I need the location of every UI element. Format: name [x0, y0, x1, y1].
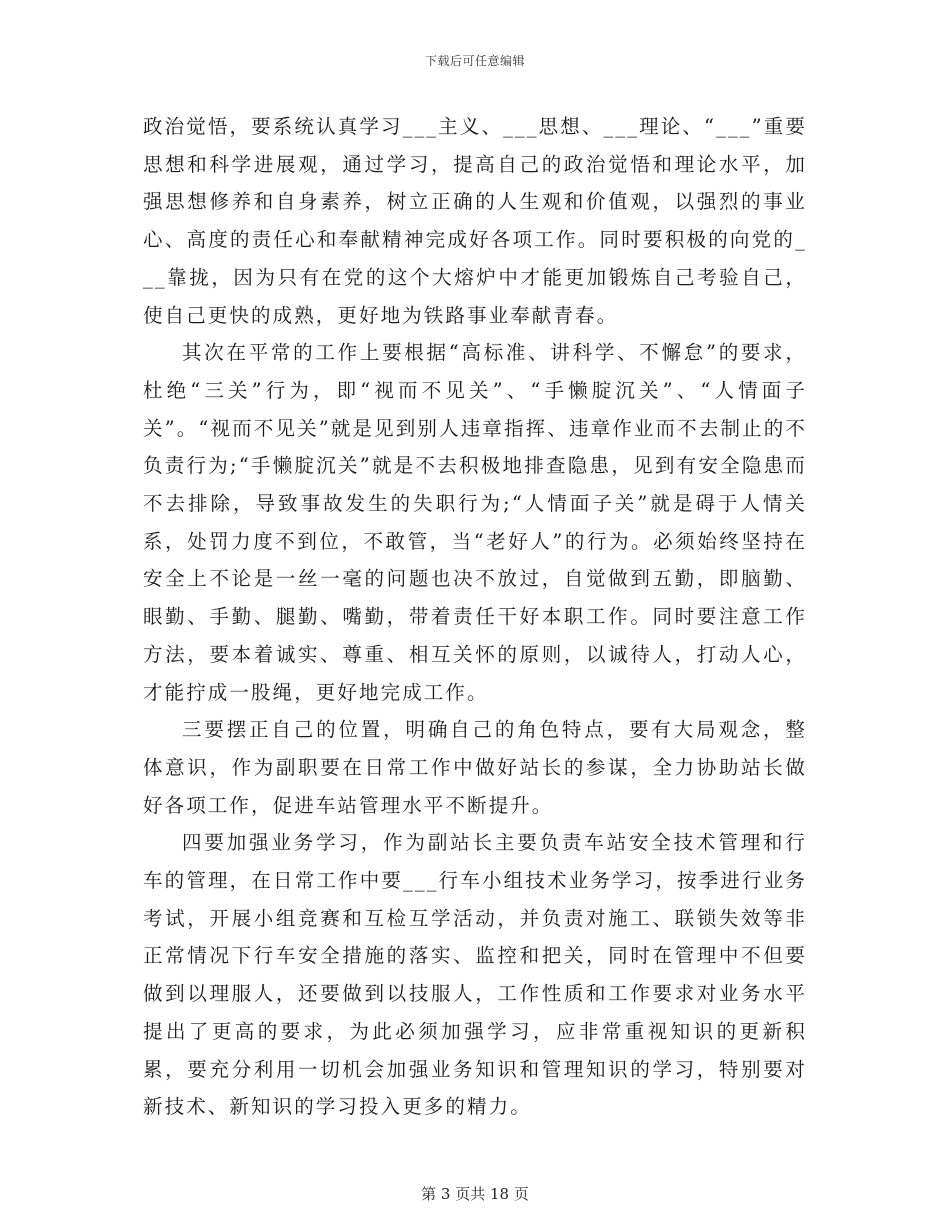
document-body — [143, 108, 807, 1126]
page-header: 下载后可任意编辑 — [424, 54, 525, 68]
paragraph-4: 四要加强业务学习，作为副站长主要负责车站安全技术管理和行车的管理，在日常工作中要___行车小组技术业务学习，按季进行业务考试，开展小组竞赛和互检互学活动，并负责对施工、联锁失效等非正常情况下行车安全措施的落实、监控和把关，同时在管理中不但要做到以理服人，还要做到以技服人，工作性质和工作要求对业务水平提出了更高的要求，为此必须加强学习，应非常重视知识的更新积累，要充分利用一切机会加强业务知识和管理知识的学习，特别要对新技术、新知识的学习投入更多的精力。 — [143, 831, 807, 1119]
page-number: 第 3 页共 18 页 — [421, 1185, 529, 1203]
paragraph-2: 其次在平常的工作上要根据“高标准、讲科学、不懈怠”的要求，杜绝“三关”行为，即“视而不见关”、“手懒腚沉关”、“人情面子关”。“视而不见关”就是见到别人违章指挥、违章作业而不去制止的不负责行为;“手懒腚沉关”就是不去积极地排查隐患，见到有安全隐患而不去排除，导致事故发生的失职行为;“人情面子关”就是碍于人情关系，处罚力度不到位，不敢管，当“老好人”的行为。必须始终坚持在安全上不论是一丝一毫的问题也决不放过，自觉做到五勤，即脑勤、眼勤、手勤、腿勤、嘴勤，带着责任干好本职工作。同时要注意工作方法，要本着诚实、尊重、相互关怀的原则，以诚待人，打动人心，才能拧成一股绳，更好地完成工作。 — [143, 341, 807, 704]
paragraph-3: 三要摆正自己的位置，明确自己的角色特点，要有大局观念，整体意识，作为副职要在日常工作中做好站长的参谋，全力协助站长做好各项工作，促进车站管理水平不断提升。 — [143, 718, 807, 817]
paragraph-1: 政治觉悟，要系统认真学习___主义、___思想、___理论、“___”重要思想和科学进展观，通过学习，提高自己的政治觉悟和理论水平，加强思想修养和自身素养，树立正确的人生观和价值观，以强烈的事业心、高度的责任心和奉献精神完成好各项工作。同时要积极的向党的___靠拢，因为只有在党的这个大熔炉中才能更加锻炼自己考验自己，使自己更快的成熟，更好地为铁路事业奉献青春。 — [143, 115, 807, 327]
